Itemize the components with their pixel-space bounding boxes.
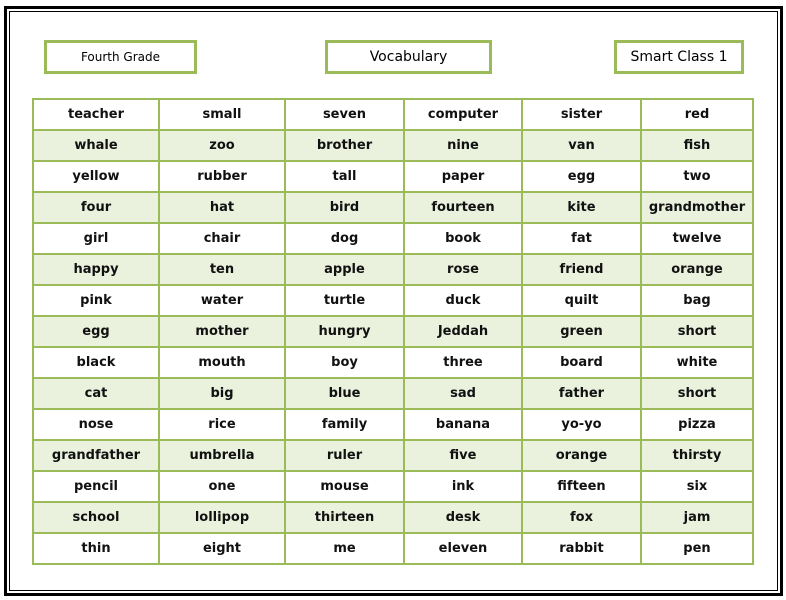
vocab-word-cell: nine bbox=[404, 130, 522, 161]
vocab-row bbox=[33, 378, 753, 409]
vocab-word-cell: mouse bbox=[285, 471, 404, 502]
vocab-word-cell: lollipop bbox=[159, 502, 285, 533]
vocab-word-cell: fish bbox=[641, 130, 753, 161]
vocab-word-cell: book bbox=[404, 223, 522, 254]
grade-label-box bbox=[44, 40, 197, 74]
vocab-word-cell: twelve bbox=[641, 223, 753, 254]
vocab-word-cell: apple bbox=[285, 254, 404, 285]
vocab-row bbox=[33, 471, 753, 502]
vocab-word-cell: duck bbox=[404, 285, 522, 316]
vocab-word-cell: egg bbox=[522, 161, 641, 192]
vocab-word-cell: dog bbox=[285, 223, 404, 254]
vocab-row bbox=[33, 192, 753, 223]
vocab-word-cell: school bbox=[33, 502, 159, 533]
vocab-word-cell: ink bbox=[404, 471, 522, 502]
vocab-word-cell: pizza bbox=[641, 409, 753, 440]
vocab-word-cell: pen bbox=[641, 533, 753, 564]
vocab-word-cell: grandfather bbox=[33, 440, 159, 471]
vocab-word-cell: seven bbox=[285, 99, 404, 130]
title-box bbox=[325, 40, 492, 74]
vocabulary-table-body bbox=[33, 99, 753, 564]
vocab-word-cell: hungry bbox=[285, 316, 404, 347]
vocab-row bbox=[33, 502, 753, 533]
vocab-word-cell: big bbox=[159, 378, 285, 409]
vocab-row bbox=[33, 161, 753, 192]
vocab-word-cell: fifteen bbox=[522, 471, 641, 502]
vocab-word-cell: banana bbox=[404, 409, 522, 440]
vocab-word-cell: kite bbox=[522, 192, 641, 223]
vocab-word-cell: boy bbox=[285, 347, 404, 378]
vocab-word-cell: friend bbox=[522, 254, 641, 285]
vocab-word-cell: small bbox=[159, 99, 285, 130]
vocab-word-cell: fourteen bbox=[404, 192, 522, 223]
vocab-word-cell: orange bbox=[522, 440, 641, 471]
vocab-word-cell: cat bbox=[33, 378, 159, 409]
vocab-word-cell: eight bbox=[159, 533, 285, 564]
vocab-word-cell: board bbox=[522, 347, 641, 378]
vocab-row bbox=[33, 285, 753, 316]
vocab-row bbox=[33, 254, 753, 285]
vocab-word-cell: teacher bbox=[33, 99, 159, 130]
vocab-word-cell: four bbox=[33, 192, 159, 223]
vocab-word-cell: six bbox=[641, 471, 753, 502]
vocab-word-cell: turtle bbox=[285, 285, 404, 316]
vocab-word-cell: tall bbox=[285, 161, 404, 192]
class-label-box bbox=[614, 40, 744, 74]
vocab-word-cell: yellow bbox=[33, 161, 159, 192]
vocab-row bbox=[33, 440, 753, 471]
vocab-word-cell: five bbox=[404, 440, 522, 471]
vocab-word-cell: black bbox=[33, 347, 159, 378]
vocab-row bbox=[33, 223, 753, 254]
vocab-word-cell: sad bbox=[404, 378, 522, 409]
vocab-word-cell: me bbox=[285, 533, 404, 564]
vocab-word-cell: paper bbox=[404, 161, 522, 192]
vocab-word-cell: fox bbox=[522, 502, 641, 533]
vocab-word-cell: thirsty bbox=[641, 440, 753, 471]
vocab-word-cell: girl bbox=[33, 223, 159, 254]
vocab-word-cell: two bbox=[641, 161, 753, 192]
vocab-word-cell: fat bbox=[522, 223, 641, 254]
vocab-word-cell: nose bbox=[33, 409, 159, 440]
vocab-row bbox=[33, 130, 753, 161]
vocab-word-cell: green bbox=[522, 316, 641, 347]
vocab-word-cell: pink bbox=[33, 285, 159, 316]
grade-label: Fourth Grade bbox=[80, 50, 161, 64]
vocab-word-cell: van bbox=[522, 130, 641, 161]
vocab-word-cell: desk bbox=[404, 502, 522, 533]
vocab-word-cell: blue bbox=[285, 378, 404, 409]
vocab-word-cell: happy bbox=[33, 254, 159, 285]
vocab-word-cell: bird bbox=[285, 192, 404, 223]
vocab-word-cell: quilt bbox=[522, 285, 641, 316]
vocab-word-cell: thin bbox=[33, 533, 159, 564]
vocab-row bbox=[33, 533, 753, 564]
vocab-word-cell: short bbox=[641, 378, 753, 409]
vocab-word-cell: mouth bbox=[159, 347, 285, 378]
vocab-word-cell: grandmother bbox=[641, 192, 753, 223]
vocabulary-table bbox=[32, 98, 754, 565]
vocab-row bbox=[33, 99, 753, 130]
vocab-word-cell: mother bbox=[159, 316, 285, 347]
vocab-word-cell: chair bbox=[159, 223, 285, 254]
vocab-word-cell: ruler bbox=[285, 440, 404, 471]
vocab-word-cell: whale bbox=[33, 130, 159, 161]
vocab-word-cell: family bbox=[285, 409, 404, 440]
vocab-row bbox=[33, 316, 753, 347]
vocab-word-cell: eleven bbox=[404, 533, 522, 564]
vocab-word-cell: yo-yo bbox=[522, 409, 641, 440]
vocab-word-cell: egg bbox=[33, 316, 159, 347]
vocab-word-cell: white bbox=[641, 347, 753, 378]
vocab-word-cell: father bbox=[522, 378, 641, 409]
vocab-word-cell: sister bbox=[522, 99, 641, 130]
vocab-word-cell: rice bbox=[159, 409, 285, 440]
page-title: Vocabulary bbox=[369, 49, 448, 65]
vocab-word-cell: Jeddah bbox=[404, 316, 522, 347]
vocab-word-cell: orange bbox=[641, 254, 753, 285]
vocab-word-cell: zoo bbox=[159, 130, 285, 161]
vocab-word-cell: pencil bbox=[33, 471, 159, 502]
vocab-word-cell: thirteen bbox=[285, 502, 404, 533]
vocab-row bbox=[33, 347, 753, 378]
vocab-word-cell: red bbox=[641, 99, 753, 130]
class-label: Smart Class 1 bbox=[630, 49, 728, 65]
vocab-word-cell: computer bbox=[404, 99, 522, 130]
vocab-word-cell: brother bbox=[285, 130, 404, 161]
vocab-word-cell: rose bbox=[404, 254, 522, 285]
vocab-word-cell: ten bbox=[159, 254, 285, 285]
vocab-row bbox=[33, 409, 753, 440]
vocab-word-cell: one bbox=[159, 471, 285, 502]
vocab-word-cell: water bbox=[159, 285, 285, 316]
vocab-word-cell: hat bbox=[159, 192, 285, 223]
vocab-word-cell: umbrella bbox=[159, 440, 285, 471]
vocab-word-cell: rubber bbox=[159, 161, 285, 192]
vocab-word-cell: three bbox=[404, 347, 522, 378]
vocab-word-cell: bag bbox=[641, 285, 753, 316]
vocab-word-cell: rabbit bbox=[522, 533, 641, 564]
vocab-word-cell: jam bbox=[641, 502, 753, 533]
vocab-word-cell: short bbox=[641, 316, 753, 347]
